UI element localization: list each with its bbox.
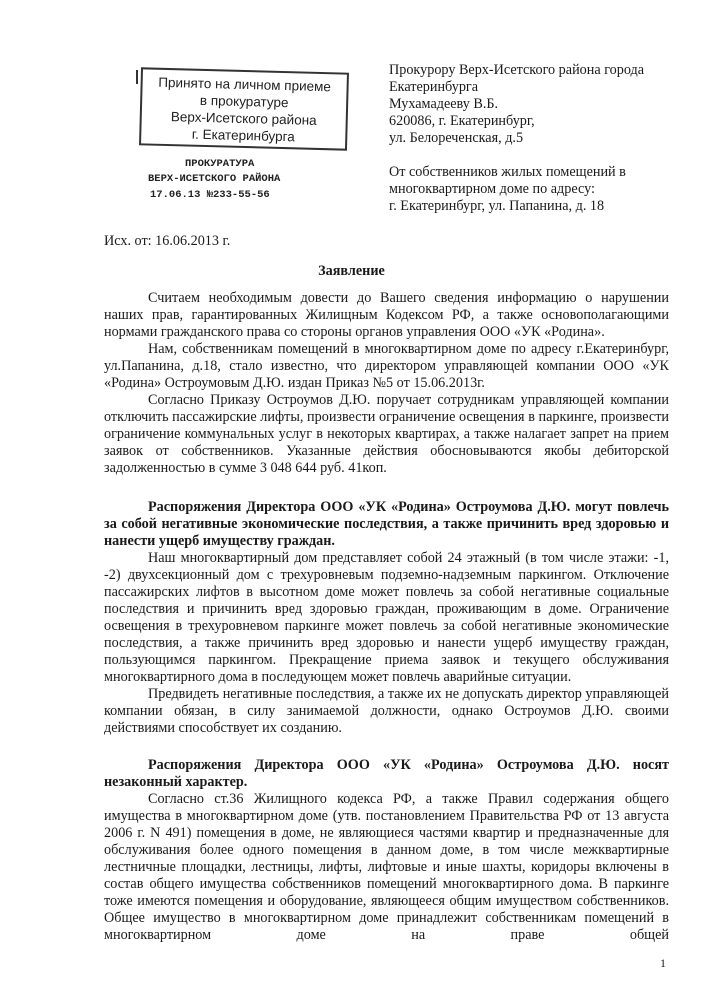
stamp-line: г. Екатеринбурга	[191, 126, 295, 145]
paragraph: Согласно Приказу Остроумов Д.Ю. поручает сотрудникам управляющей компании отключить пассажирские лифты, произвести ограничение освещения в паркинге, произвести ограничение коммунальных услуг в некоторых квартирах, а также налагает запрет на прием заявок от собственников. Указанные действия обосновываются якобы дебиторской задолженностью в сумме 3 048 644 руб. 41коп.	[104, 392, 669, 476]
registration-district: ВЕРХ-ИСЕТСКОГО РАЙОНА	[148, 173, 281, 185]
document-body	[104, 290, 669, 944]
reception-stamp	[139, 67, 349, 150]
paragraph: Наш многоквартирный дом представляет собой 24 этажный (в том числе этажи: -1, -2) двухсекционный дом с трехуровневым подземно-надземным паркингом. Отключение пассажирских лифтов в высотном доме может повлечь за собой негативные социальные последствия и причинить вред здоровью граждан, проживающим в доме. Ограничение освещения в трехуровневом паркинге может повлечь за собой негативные экономические последствия, а также причинить вред здоровью и нанести ущерб имуществу граждан, пользующимся паркингом. Прекращение приема заявок и текущего обслуживания многоквартирного дома в последующем может повлечь аварийные ситуации.	[104, 550, 669, 685]
sender-line: многоквартирном доме по адресу:	[389, 181, 595, 197]
paragraph: Нам, собственникам помещений в многоквартирном доме по адресу г.Екатеринбург, ул.Папанина, д.18, стало известно, что директором управляющей компании ООО «УК «Родина» Остроумовым Д.Ю. издан Приказ №5 от 15.06.2013г.	[104, 341, 669, 391]
paragraph: Согласно ст.36 Жилищного кодекса РФ, а также Правил содержания общего имущества в многоквартирном доме (утв. постановлением Правительства РФ от 13 августа 2006 г. N 491) помещения в доме, не являющиеся частями квартир и предназначенные для обслуживания более одного помещения в данном доме, в том числе межквартирные лестничные площадки, лестницы, лифты, лифтовые и иные шахты, коридоры включены в состав общего имущества собственников помещений многоквартирного дома. В паркинге тоже имеются помещения и оборудование, являющееся общим имуществом собственников. Общее имущество в многоквартирном доме принадлежит собственникам помещений в многоквартирном доме на праве общей	[104, 791, 669, 943]
stamp-line: Принято на личном приеме	[158, 74, 332, 95]
sender-line: г. Екатеринбург, ул. Папанина, д. 18	[389, 198, 605, 214]
stamp-line: Верх-Исетского района	[170, 109, 317, 128]
addressee-line: Мухамадееву В.Б.	[389, 96, 499, 112]
addressee-line: Прокурору Верх-Исетского района города	[389, 62, 645, 78]
stamp-line: в прокуратуре	[199, 92, 289, 111]
addressee-block	[389, 62, 689, 215]
addressee-line: Екатеринбурга	[389, 79, 479, 95]
document-title: Заявление	[318, 263, 385, 279]
outgoing-date: Исх. от: 16.06.2013 г.	[104, 233, 231, 249]
section-heading: Распоряжения Директора ООО «УК «Родина» Остроумова Д.Ю. могут повлечь за собой негативные экономические последствия, а также причинить вред здоровью и нанести ущерб имуществу граждан.	[104, 499, 669, 549]
addressee-line: 620086, г. Екатеринбург,	[389, 113, 535, 129]
page-number: 1	[660, 956, 666, 970]
registration-number: 17.06.13 №233-55-56	[150, 189, 270, 201]
section-heading: Распоряжения Директора ООО «УК «Родина» Остроумова Д.Ю. носят незаконный характер.	[104, 757, 669, 790]
sender-line: От собственников жилых помещений в	[389, 164, 626, 180]
paragraph: Считаем необходимым довести до Вашего сведения информацию о нарушении наших прав, гарантированных Жилищным Кодексом РФ, а также основополагающими нормами гражданского права со стороны органов управления ООО «УК «Родина».	[104, 290, 669, 340]
paragraph: Предвидеть негативные последствия, а также их не допускать директор управляющей компании обязан, в силу занимаемой должности, однако Остроумов Д.Ю. своими действиями способствует их созданию.	[104, 686, 669, 736]
stamp-mark	[136, 70, 138, 84]
addressee-line: ул. Белореченская, д.5	[389, 130, 524, 146]
registration-office: ПРОКУРАТУРА	[185, 158, 255, 170]
